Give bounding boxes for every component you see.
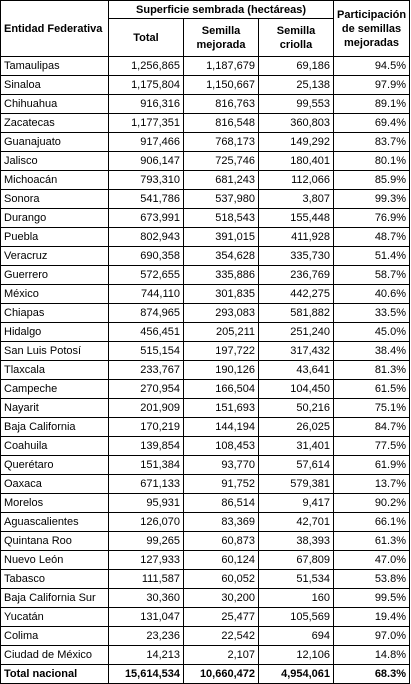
table-row	[1, 646, 410, 665]
table-row	[1, 266, 410, 285]
table-row	[1, 285, 410, 304]
cell-share: 83.7%	[334, 133, 410, 152]
cell-total: 14,213	[109, 646, 184, 665]
cell-share: 66.1%	[334, 513, 410, 532]
cell-share: 94.5%	[334, 57, 410, 76]
cell-entity: Zacatecas	[1, 114, 109, 133]
cell-improved: 725,746	[184, 152, 259, 171]
cell-entity: Campeche	[1, 380, 109, 399]
header-area-group: Superficie sembrada (hectáreas)	[109, 1, 334, 19]
total-row	[1, 665, 410, 684]
cell-improved: 518,543	[184, 209, 259, 228]
cell-share: 13.7%	[334, 475, 410, 494]
cell-total: 30,360	[109, 589, 184, 608]
cell-entity: Puebla	[1, 228, 109, 247]
cell-criollo: 411,928	[259, 228, 334, 247]
cell-criollo: 236,769	[259, 266, 334, 285]
cell-criollo: 3,807	[259, 190, 334, 209]
header-improved: Semilla mejorada	[184, 19, 259, 57]
cell-improved: 190,126	[184, 361, 259, 380]
cell-total: 201,909	[109, 399, 184, 418]
cell-improved: 335,886	[184, 266, 259, 285]
cell-total: 270,954	[109, 380, 184, 399]
cell-entity: Ciudad de México	[1, 646, 109, 665]
cell-entity: Yucatán	[1, 608, 109, 627]
cell-criollo: 43,641	[259, 361, 334, 380]
cell-criollo: 442,275	[259, 285, 334, 304]
cell-total: 673,991	[109, 209, 184, 228]
cell-criollo: 42,701	[259, 513, 334, 532]
table-row	[1, 342, 410, 361]
table-row	[1, 209, 410, 228]
header-entity: Entidad Federativa	[1, 1, 109, 57]
cell-total: 127,933	[109, 551, 184, 570]
cell-improved: 60,052	[184, 570, 259, 589]
cell-entity: Colima	[1, 627, 109, 646]
cell-share: 80.1%	[334, 152, 410, 171]
cell-improved: 93,770	[184, 456, 259, 475]
cell-entity: Coahuila	[1, 437, 109, 456]
total-total: 15,614,534	[109, 665, 184, 684]
cell-total: 111,587	[109, 570, 184, 589]
cell-entity: Nuevo León	[1, 551, 109, 570]
header-total: Total	[109, 19, 184, 57]
cell-share: 53.8%	[334, 570, 410, 589]
cell-share: 61.5%	[334, 380, 410, 399]
table-row	[1, 304, 410, 323]
cell-improved: 537,980	[184, 190, 259, 209]
cell-entity: Michoacán	[1, 171, 109, 190]
cell-improved: 1,150,667	[184, 76, 259, 95]
cell-entity: Querétaro	[1, 456, 109, 475]
cell-criollo: 51,534	[259, 570, 334, 589]
cell-total: 515,154	[109, 342, 184, 361]
cell-criollo: 69,186	[259, 57, 334, 76]
cell-improved: 681,243	[184, 171, 259, 190]
cell-total: 874,965	[109, 304, 184, 323]
cell-entity: Chihuahua	[1, 95, 109, 114]
table-row	[1, 171, 410, 190]
cell-improved: 25,477	[184, 608, 259, 627]
cell-entity: San Luis Potosí	[1, 342, 109, 361]
table-row	[1, 608, 410, 627]
cell-share: 69.4%	[334, 114, 410, 133]
cell-total: 917,466	[109, 133, 184, 152]
cell-improved: 354,628	[184, 247, 259, 266]
cell-total: 802,943	[109, 228, 184, 247]
cell-criollo: 155,448	[259, 209, 334, 228]
cell-total: 541,786	[109, 190, 184, 209]
cell-total: 690,358	[109, 247, 184, 266]
cell-criollo: 105,569	[259, 608, 334, 627]
cell-entity: Guerrero	[1, 266, 109, 285]
cell-entity: Baja California	[1, 418, 109, 437]
cell-entity: México	[1, 285, 109, 304]
table-row	[1, 570, 410, 589]
cell-share: 90.2%	[334, 494, 410, 513]
cell-share: 81.3%	[334, 361, 410, 380]
table-row	[1, 532, 410, 551]
cell-criollo: 9,417	[259, 494, 334, 513]
table-row	[1, 190, 410, 209]
total-share: 68.3%	[334, 665, 410, 684]
cell-criollo: 180,401	[259, 152, 334, 171]
table-row	[1, 152, 410, 171]
cell-total: 744,110	[109, 285, 184, 304]
table-row	[1, 380, 410, 399]
table-body	[1, 57, 410, 665]
cell-criollo: 317,432	[259, 342, 334, 361]
cell-improved: 60,124	[184, 551, 259, 570]
cell-entity: Chiapas	[1, 304, 109, 323]
cell-share: 58.7%	[334, 266, 410, 285]
cell-share: 85.9%	[334, 171, 410, 190]
table-row	[1, 456, 410, 475]
cell-criollo: 335,730	[259, 247, 334, 266]
cell-criollo: 104,450	[259, 380, 334, 399]
cell-entity: Tamaulipas	[1, 57, 109, 76]
cell-share: 14.8%	[334, 646, 410, 665]
cell-entity: Sonora	[1, 190, 109, 209]
cell-entity: Oaxaca	[1, 475, 109, 494]
cell-entity: Hidalgo	[1, 323, 109, 342]
cell-total: 793,310	[109, 171, 184, 190]
table-row	[1, 228, 410, 247]
cell-total: 916,316	[109, 95, 184, 114]
cell-improved: 30,200	[184, 589, 259, 608]
cell-share: 97.9%	[334, 76, 410, 95]
cell-improved: 301,835	[184, 285, 259, 304]
table-row	[1, 589, 410, 608]
cell-entity: Veracruz	[1, 247, 109, 266]
cell-share: 38.4%	[334, 342, 410, 361]
cell-total: 671,133	[109, 475, 184, 494]
cell-total: 906,147	[109, 152, 184, 171]
cell-share: 51.4%	[334, 247, 410, 266]
table-row	[1, 76, 410, 95]
cell-improved: 197,722	[184, 342, 259, 361]
cell-criollo: 251,240	[259, 323, 334, 342]
cell-criollo: 31,401	[259, 437, 334, 456]
cell-improved: 1,187,679	[184, 57, 259, 76]
table-row	[1, 399, 410, 418]
cell-criollo: 360,803	[259, 114, 334, 133]
cell-share: 61.3%	[334, 532, 410, 551]
table-row	[1, 494, 410, 513]
cell-entity: Tabasco	[1, 570, 109, 589]
cell-entity: Morelos	[1, 494, 109, 513]
table-row	[1, 247, 410, 266]
cell-total: 126,070	[109, 513, 184, 532]
cell-share: 40.6%	[334, 285, 410, 304]
cell-criollo: 25,138	[259, 76, 334, 95]
cell-share: 97.0%	[334, 627, 410, 646]
cell-share: 48.7%	[334, 228, 410, 247]
cell-entity: Tlaxcala	[1, 361, 109, 380]
table-row	[1, 627, 410, 646]
cell-improved: 816,763	[184, 95, 259, 114]
cell-improved: 86,514	[184, 494, 259, 513]
cell-criollo: 26,025	[259, 418, 334, 437]
table-row	[1, 418, 410, 437]
table-row	[1, 57, 410, 76]
cell-criollo: 694	[259, 627, 334, 646]
cell-improved: 293,083	[184, 304, 259, 323]
cell-share: 77.5%	[334, 437, 410, 456]
cell-improved: 391,015	[184, 228, 259, 247]
cell-improved: 60,873	[184, 532, 259, 551]
cell-total: 23,236	[109, 627, 184, 646]
cell-criollo: 57,614	[259, 456, 334, 475]
header-share: Participación de semillas mejoradas	[334, 1, 410, 57]
cell-entity: Aguascalientes	[1, 513, 109, 532]
cell-entity: Baja California Sur	[1, 589, 109, 608]
cell-share: 19.4%	[334, 608, 410, 627]
table-row	[1, 513, 410, 532]
cell-share: 45.0%	[334, 323, 410, 342]
table-row	[1, 133, 410, 152]
cell-criollo: 112,066	[259, 171, 334, 190]
cell-criollo: 579,381	[259, 475, 334, 494]
cell-criollo: 160	[259, 589, 334, 608]
cell-improved: 768,173	[184, 133, 259, 152]
cell-total: 456,451	[109, 323, 184, 342]
table-row	[1, 361, 410, 380]
cell-share: 75.1%	[334, 399, 410, 418]
cell-criollo: 149,292	[259, 133, 334, 152]
cell-improved: 108,453	[184, 437, 259, 456]
cell-improved: 816,548	[184, 114, 259, 133]
cell-total: 151,384	[109, 456, 184, 475]
table-row	[1, 114, 410, 133]
cell-total: 1,175,804	[109, 76, 184, 95]
cell-criollo: 581,882	[259, 304, 334, 323]
cell-share: 76.9%	[334, 209, 410, 228]
cell-improved: 144,194	[184, 418, 259, 437]
table-row	[1, 475, 410, 494]
table-row	[1, 551, 410, 570]
table-row	[1, 323, 410, 342]
table-row	[1, 437, 410, 456]
cell-improved: 151,693	[184, 399, 259, 418]
cell-entity: Nayarit	[1, 399, 109, 418]
cell-total: 139,854	[109, 437, 184, 456]
cell-criollo: 38,393	[259, 532, 334, 551]
cell-total: 233,767	[109, 361, 184, 380]
cell-total: 572,655	[109, 266, 184, 285]
cell-improved: 22,542	[184, 627, 259, 646]
cell-criollo: 99,553	[259, 95, 334, 114]
cell-criollo: 50,216	[259, 399, 334, 418]
cell-improved: 83,369	[184, 513, 259, 532]
cell-total: 1,256,865	[109, 57, 184, 76]
cell-share: 99.3%	[334, 190, 410, 209]
cell-improved: 2,107	[184, 646, 259, 665]
cell-share: 47.0%	[334, 551, 410, 570]
cell-entity: Durango	[1, 209, 109, 228]
cell-share: 84.7%	[334, 418, 410, 437]
cell-share: 89.1%	[334, 95, 410, 114]
cell-improved: 166,504	[184, 380, 259, 399]
cell-criollo: 12,106	[259, 646, 334, 665]
cell-share: 61.9%	[334, 456, 410, 475]
cell-improved: 91,752	[184, 475, 259, 494]
cell-total: 170,219	[109, 418, 184, 437]
cell-improved: 205,211	[184, 323, 259, 342]
total-entity: Total nacional	[1, 665, 109, 684]
cell-share: 33.5%	[334, 304, 410, 323]
cell-total: 95,931	[109, 494, 184, 513]
cell-entity: Guanajuato	[1, 133, 109, 152]
cell-criollo: 67,809	[259, 551, 334, 570]
cell-total: 1,177,351	[109, 114, 184, 133]
header-criollo: Semilla criolla	[259, 19, 334, 57]
cell-share: 99.5%	[334, 589, 410, 608]
cell-total: 131,047	[109, 608, 184, 627]
cell-entity: Jalisco	[1, 152, 109, 171]
cell-total: 99,265	[109, 532, 184, 551]
table-row	[1, 95, 410, 114]
total-improved: 10,660,472	[184, 665, 259, 684]
cell-entity: Quintana Roo	[1, 532, 109, 551]
cell-entity: Sinaloa	[1, 76, 109, 95]
total-criollo: 4,954,061	[259, 665, 334, 684]
